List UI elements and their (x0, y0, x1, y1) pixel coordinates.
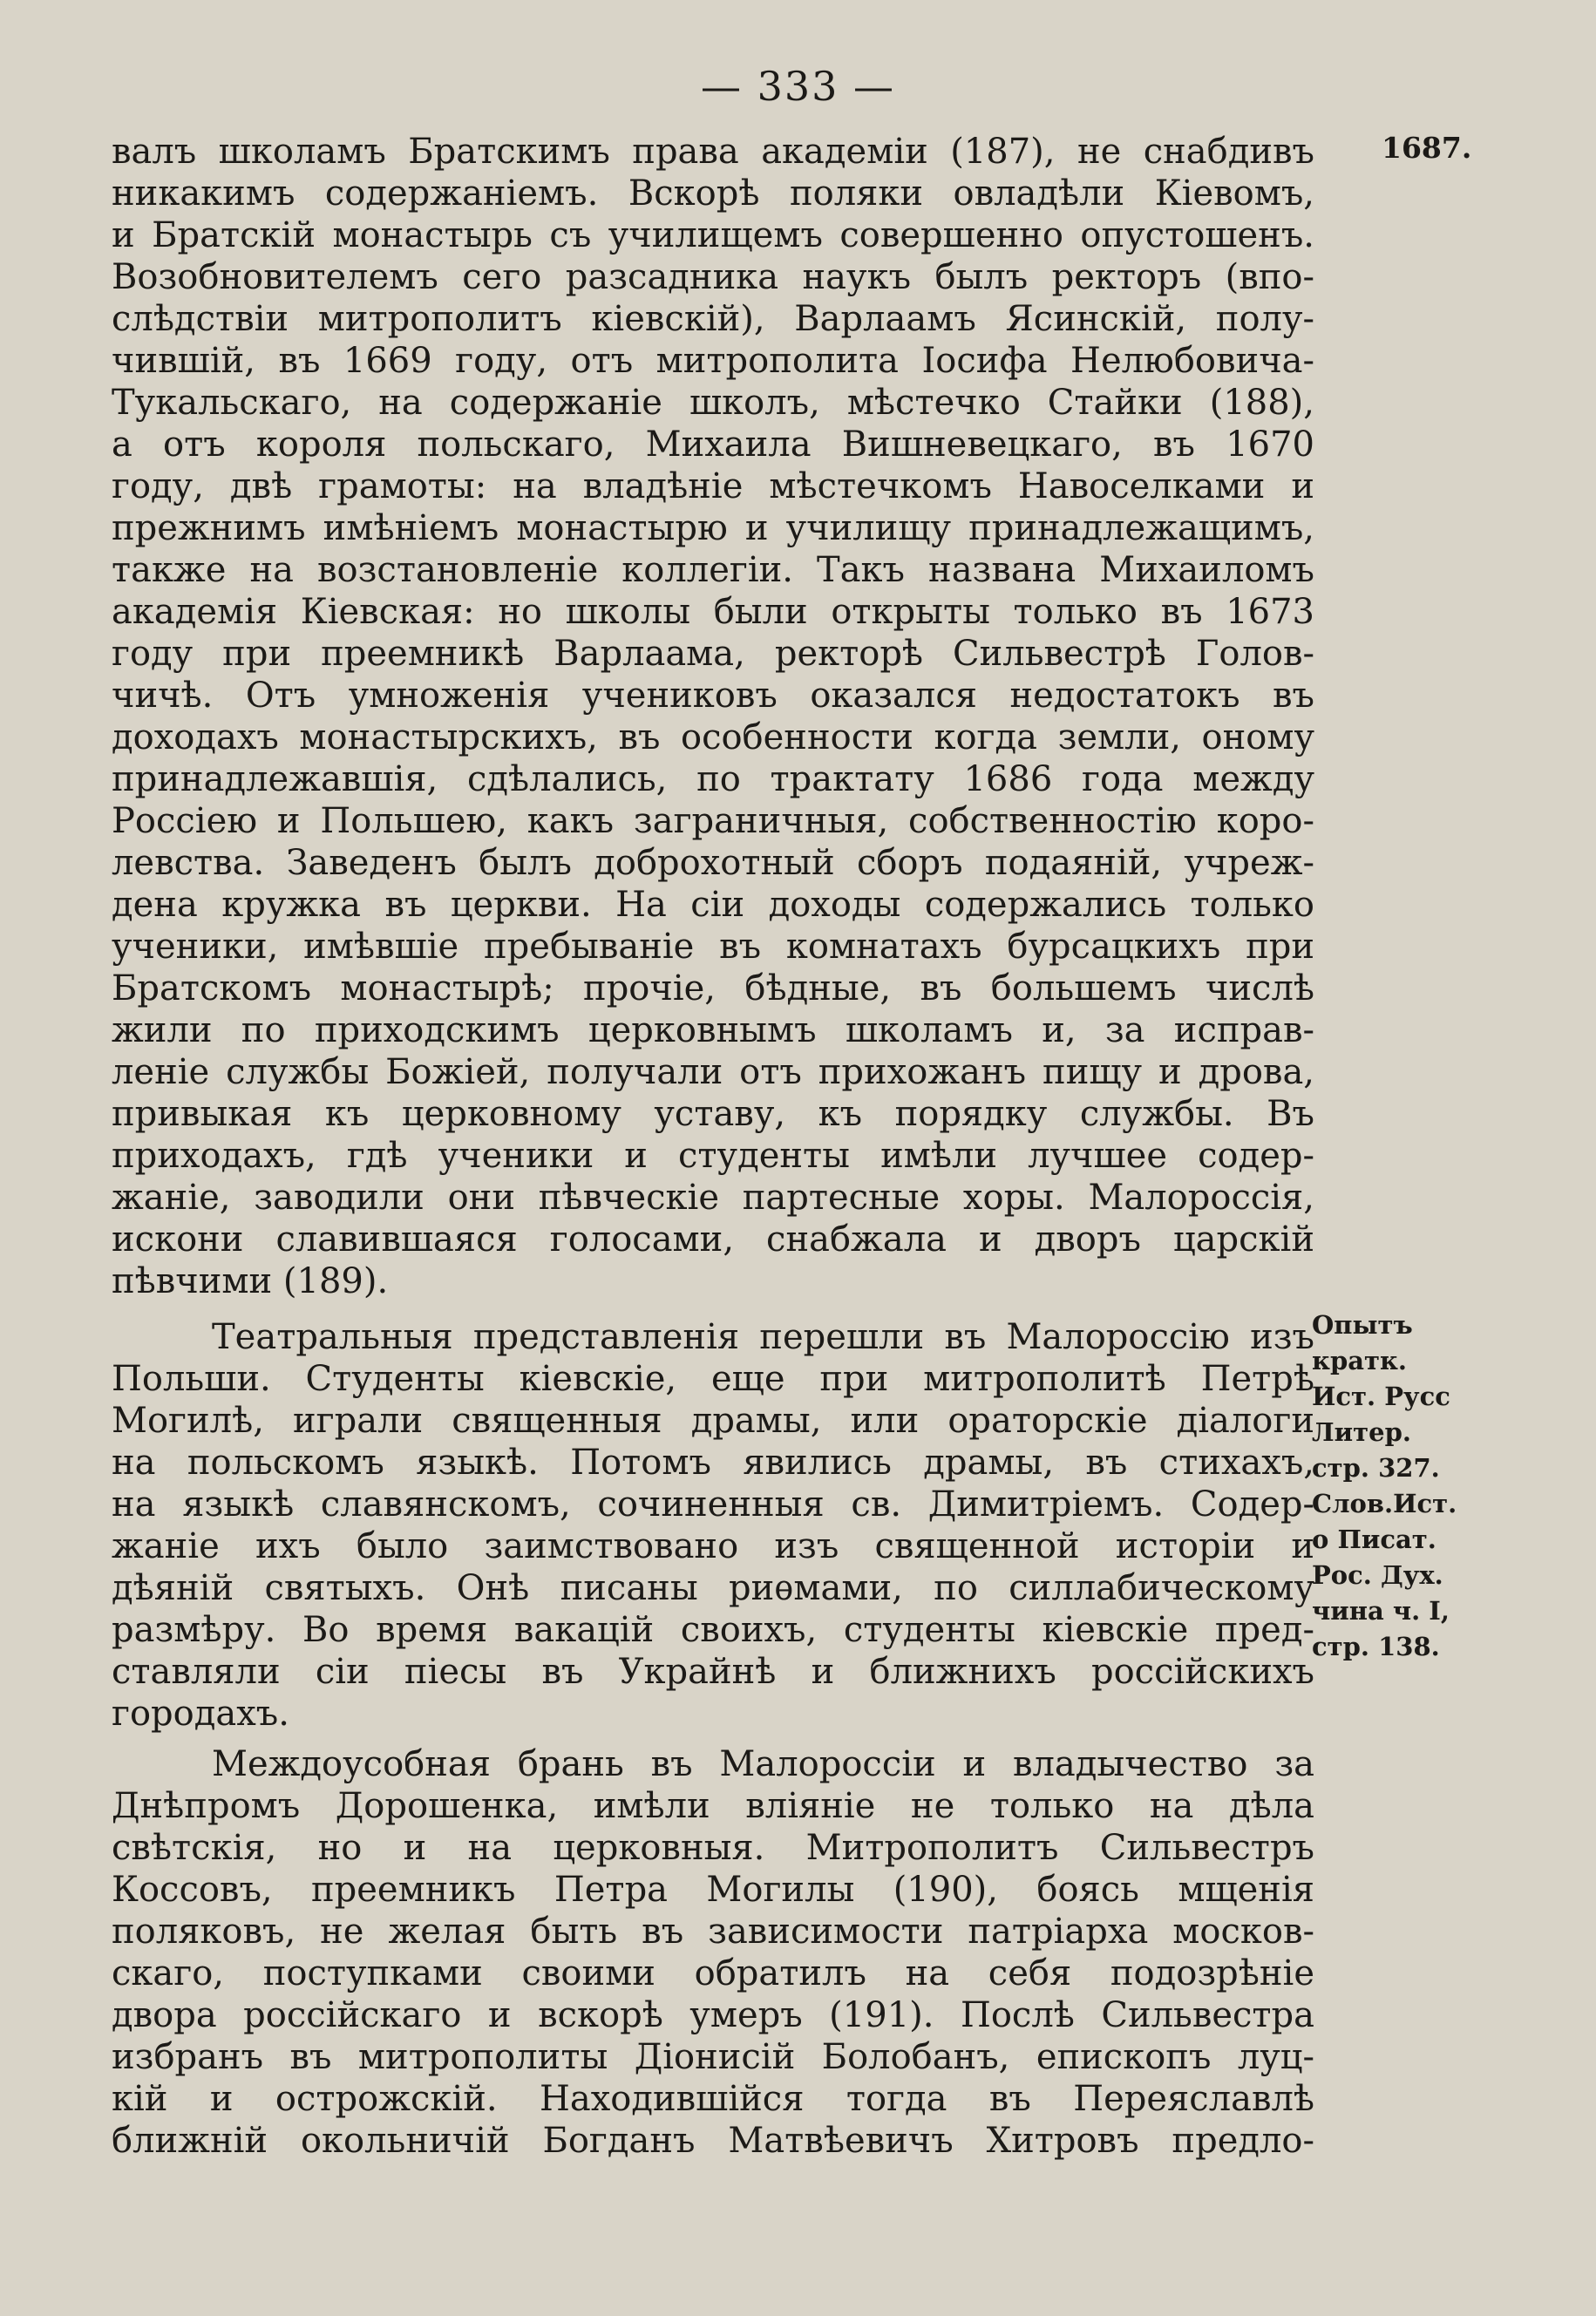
text-line: академія Кіевская: но школы были открыты только въ 1673 (112, 592, 1314, 632)
text-line: привыкая къ церковному уставу, къ порядку службы. Въ (112, 1094, 1314, 1134)
paragraph-2 (112, 1316, 1314, 1735)
margin-note-line: Ист. Русс (1312, 1382, 1450, 1411)
text-line: скаго, поступками своими обратилъ на себя подозрѣніе (112, 1953, 1314, 1993)
text-line: размѣру. Во время вакацій своихъ, студенты кіевскіе пред- (112, 1610, 1314, 1650)
text-line: а отъ короля польскаго, Михаила Вишневецкаго, въ 1670 (112, 424, 1314, 465)
text-line: ставляли сіи піесы въ Украйнѣ и ближнихъ россійскихъ (112, 1652, 1314, 1692)
text-line: жили по приходскимъ церковнымъ школамъ и, за исправ- (112, 1010, 1314, 1050)
paragraph-3 (112, 1743, 1314, 2162)
margin-note-line: кратк. (1312, 1346, 1408, 1375)
text-line: Братскомъ монастырѣ; прочіе, бѣдные, въ большемъ числѣ (112, 968, 1314, 1009)
text-line: году, двѣ грамоты: на владѣніе мѣстечкомъ Навоселками и (112, 466, 1314, 506)
margin-note-line: о Писат. (1312, 1525, 1436, 1554)
text-line: приходахъ, гдѣ ученики и студенты имѣли лучшее содер- (112, 1136, 1314, 1176)
text-line: ближній окольничій Богданъ Матвѣевичъ Хитровъ предло- (112, 2121, 1314, 2161)
text-line: кій и острожскій. Находившійся тогда въ Переяславлѣ (112, 2079, 1314, 2119)
text-line: двора россійскаго и вскорѣ умеръ (191). Послѣ Сильвестра (112, 1995, 1314, 2035)
text-line: слѣдствіи митрополитъ кіевскій), Варлаамъ Ясинскій, полу- (112, 299, 1314, 339)
text-line: жаніе ихъ было заимствовано изъ священной исторіи и (112, 1526, 1314, 1566)
text-line: доходахъ монастырскихъ, въ особенности когда земли, оному (112, 717, 1314, 757)
margin-note-line: чина ч. I, (1312, 1596, 1450, 1626)
text-line: свѣтскія, но и на церковныя. Митрополитъ Сильвестръ (112, 1828, 1314, 1868)
text-line: левства. Заведенъ былъ доброхотный сборъ подаяній, учреж- (112, 843, 1314, 883)
text-line: ученики, имѣвшіе пребываніе въ комнатахъ бурсацкихъ при (112, 927, 1314, 967)
text-line: чичѣ. Отъ умноженія учениковъ оказался недостатокъ въ (112, 676, 1314, 716)
page-number: — 333 — (700, 63, 896, 110)
text-line: искони славившаяся голосами, снабжала и дворъ царскій (112, 1219, 1314, 1260)
text-line: Коссовъ, преемникъ Петра Могилы (190), боясь мщенія (112, 1870, 1314, 1910)
text-line: Театральныя представленія перешли въ Малороссію изъ (212, 1317, 1314, 1357)
margin-note-line: Слов.Ист. (1312, 1489, 1457, 1518)
text-line: Возобновителемъ сего разсадника наукъ былъ ректоръ (впо- (112, 257, 1314, 297)
text-line: также на возстановленіе коллегіи. Такъ названа Михаиломъ (112, 550, 1314, 590)
text-line: году при преемникѣ Варлаама, ректорѣ Сильвестрѣ Голов- (112, 634, 1314, 674)
text-line: Россіею и Польшею, какъ заграничныя, собственностію коро- (112, 801, 1314, 841)
text-line: городахъ. (112, 1694, 289, 1734)
text-line: Междоусобная брань въ Малороссіи и владычество за (212, 1744, 1314, 1784)
text-line: жаніе, заводили они пѣвческіе партесные хоры. Малороссія, (112, 1178, 1314, 1218)
text-line: на польскомъ языкѣ. Потомъ явились драмы, въ стихахъ, (112, 1443, 1314, 1483)
margin-note-line: Рос. Дух. (1312, 1560, 1443, 1590)
text-line: дѣяній святыхъ. Онѣ писаны риѳмами, по силлабическому (112, 1568, 1314, 1608)
margin-note-line: стр. 327. (1312, 1453, 1440, 1483)
margin-note (1312, 1307, 1578, 1665)
text-line: Польши. Студенты кіевскіе, еще при митрополитѣ Петрѣ (112, 1359, 1314, 1399)
text-line: поляковъ, не желая быть въ зависимости патріарха москов- (112, 1912, 1314, 1952)
text-line: на языкѣ славянскомъ, сочиненныя св. Димитріемъ. Содер- (112, 1484, 1314, 1525)
text-line: Днѣпромъ Дорошенка, имѣли вліяніе не только на дѣла (112, 1786, 1314, 1826)
margin-note-line: Литер. (1312, 1417, 1411, 1447)
text-line: валъ школамъ Братскимъ права академіи (187), не снабдивъ (112, 132, 1314, 172)
text-line: чившій, въ 1669 году, отъ митрополита Іосифа Нелюбовича- (112, 341, 1314, 381)
text-line: пѣвчими (189). (112, 1261, 389, 1301)
text-line: избранъ въ митрополиты Діонисій Болобанъ, епископъ луц- (112, 2037, 1314, 2077)
text-line: Могилѣ, играли священныя драмы, или ораторскіе діалоги (112, 1401, 1314, 1441)
text-line: и Братскій монастырь съ училищемъ совершенно опустошенъ. (112, 215, 1314, 255)
text-line: никакимъ содержаніемъ. Вскорѣ поляки овладѣли Кіевомъ, (112, 173, 1314, 214)
text-line: прежнимъ имѣніемъ монастырю и училищу принадлежащимъ, (112, 508, 1314, 548)
margin-note-line: стр. 138. (1312, 1632, 1440, 1661)
text-line: леніе службы Божіей, получали отъ прихожанъ пищу и дрова, (112, 1052, 1314, 1092)
margin-year: 1687. (1382, 131, 1472, 165)
text-line: принадлежавшія, сдѣлались, по трактату 1686 года между (112, 759, 1314, 799)
text-line: Тукальскаго, на содержаніе школъ, мѣстечко Стайки (188), (112, 383, 1314, 423)
text-line: дена кружка въ церкви. На сіи доходы содержались только (112, 885, 1314, 925)
paragraph-1 (112, 131, 1314, 1302)
margin-note-line: Опытъ (1312, 1310, 1413, 1340)
